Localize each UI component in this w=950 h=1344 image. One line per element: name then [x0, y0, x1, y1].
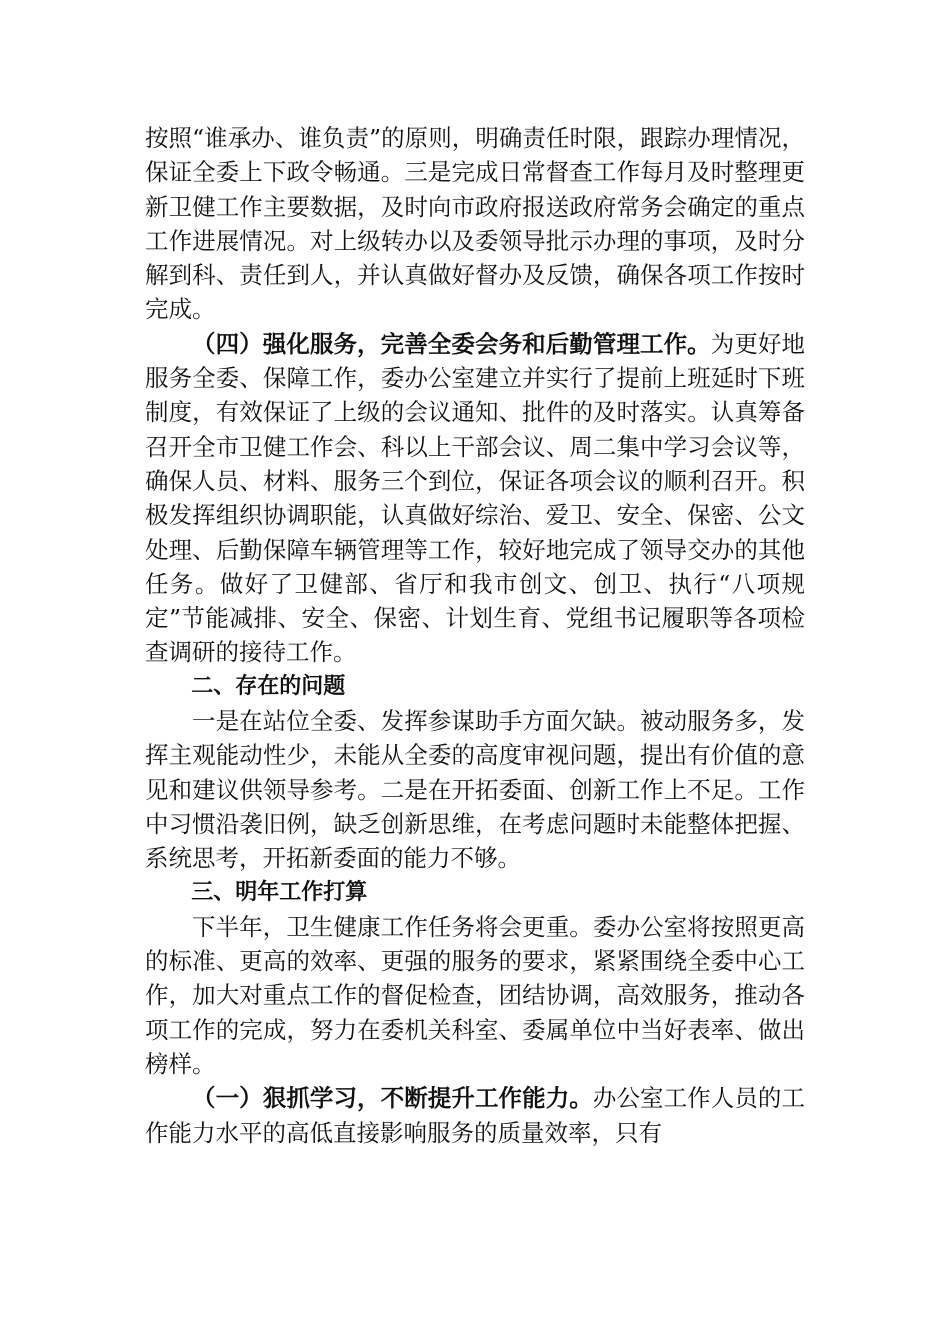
paragraph-continuation: 按照“谁承办、谁负责”的原则，明确责任时限，跟踪办理情况，保证全委上下政令畅通。三是完成日常督查工作每月及时整理更新卫健工作主要数据，及时向市政府报送政府常务会确定的重点工作进展情况。对上级转办以及委领导批示办理的事项，及时分解到科、责任到人，并认真做好督办及反馈，确保各项工作按时完成。: [145, 124, 805, 324]
paragraph-plan: 下半年，卫生健康工作任务将会更重。委办公室将按照更高的标准、更高的效率、更强的服务的要求，紧紧围绕全委中心工作，加大对重点工作的督促检查，团结协调，高效服务，推动各项工作的完成，努力在委机关科室、委属单位中当好表率、做出榜样。: [145, 912, 805, 1079]
paragraph-plan-item-one: [145, 1081, 805, 1150]
heading-problems: 二、存在的问题: [191, 673, 346, 699]
heading-plan: 三、明年工作打算: [191, 879, 368, 905]
paragraph-problems: 一是在站位全委、发挥参谋助手方面欠缺。被动服务多，发挥主观能动性少，未能从全委的高度审视问题，提出有价值的意见和建议供领导参考。二是在开拓委面、创新工作上不足。工作中习惯沿袭旧例，缺乏创新思维，在考虑问题时未能整体把握、系统思考，开拓新委面的能力不够。: [145, 707, 805, 873]
body-text: [145, 121, 805, 1150]
section-four-title: （四）强化服务，完善全委会务和后勤管理工作。: [192, 329, 711, 358]
plan-item-one-body: 办公室工作人员的工作能力水平的高低直接影响服务的质量效率，只有: [145, 1084, 805, 1147]
paragraph-section-four: [145, 327, 805, 670]
section-four-body: 为更好地服务全委、保障工作，委办公室建立并实行了提前上班延时下班制度，有效保证了上级的会议通知、批件的及时落实。认真筹备召开全市卫健工作会、科以上干部会议、周二集中学习会议等，确保人员、材料、服务三个到位，保证各项会议的顺利召开。积极发挥组织协调职能，认真做好综治、爱卫、安全、保密、公文处理、后勤保障车辆管理等工作，较好地完成了领导交办的其他任务。做好了卫健部、省厅和我市创文、创卫、执行“八项规定”节能减排、安全、保密、计划生育、党组书记履职等各项检查调研的接待工作。: [145, 329, 806, 667]
plan-item-one-title: （一）狠抓学习，不断提升工作能力。: [192, 1084, 593, 1113]
